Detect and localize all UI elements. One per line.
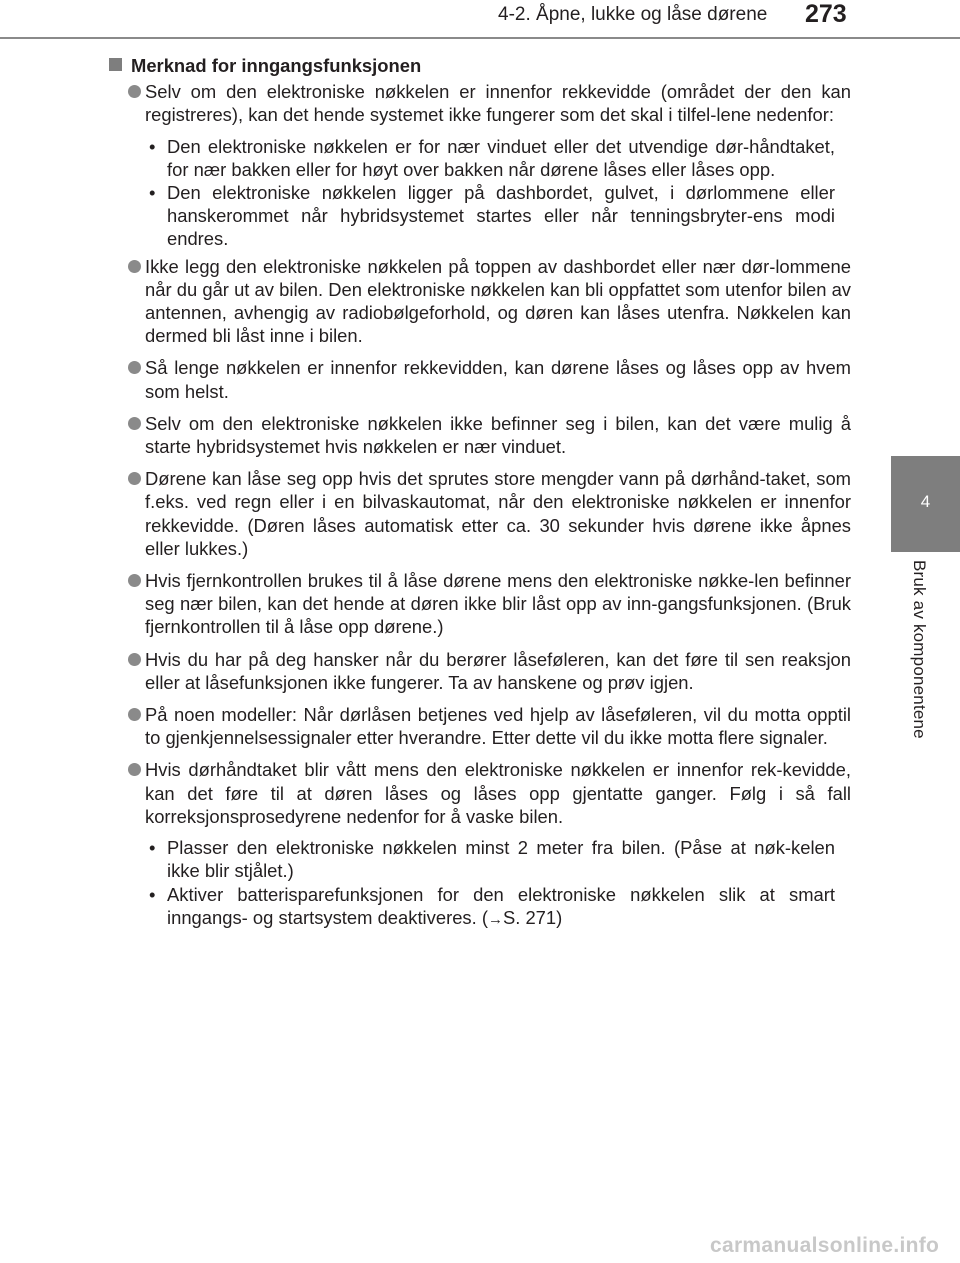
sub-list-item-text: Den elektroniske nøkkelen ligger på dashbordet, gulvet, i dørlommene eller hanskerommet når hybridsystemet startes eller når tenningsbryter-ens modi endres. (167, 182, 835, 250)
list-item-text: På noen modeller: Når dørlåsen betjenes ved hjelp av låseføleren, vil du motta opptil to gjenkjennelsessignaler etter hverandre. Etter dette vil du ikke motta flere signaler. (145, 704, 851, 749)
watermark: carmanualsonline.info (710, 1234, 940, 1257)
list-item (109, 255, 851, 348)
circle-bullet-icon (128, 574, 141, 587)
square-bullet-icon (109, 58, 122, 71)
circle-bullet-icon (128, 708, 141, 721)
sub-list (145, 135, 851, 251)
section-heading (109, 54, 851, 77)
sub-list-item-text: Den elektroniske nøkkelen er for nær vinduet eller det utvendige dør-håndtaket, for nær bakken eller for høyt over bakken når dørene låses eller låses opp. (167, 135, 835, 180)
sub-list-item (145, 883, 835, 931)
section-heading-text: Merknad for inngangsfunksjonen (131, 55, 422, 76)
list-item-text: Så lenge nøkkelen er innenfor rekkevidden, kan dørene låses og låses opp av hvem som helst. (145, 357, 851, 402)
chapter-number: 4 (920, 492, 931, 511)
sub-list-item-text: Aktiver batterisparefunksjonen for den elektroniske nøkkelen slik at smart inngangs- og startsystem deaktiveres. ( (167, 883, 835, 928)
dot-bullet: • (149, 837, 156, 859)
circle-bullet-icon (128, 260, 141, 273)
arrow-right-icon: → (487, 910, 503, 928)
list-item-text: Dørene kan låse seg opp hvis det sprutes store mengder vann på dørhånd-taket, som f.eks. ved regn eller i en bilvaskautomat, når den elektroniske nøkkelen er innenfor rekkevidde. (Døren låses automatisk etter ca. 30 sekunder hvis dørene ikke åpnes eller lukkes.) (145, 468, 851, 559)
sub-list-item (145, 181, 835, 251)
chapter-tab[interactable] (891, 456, 960, 552)
list-item (109, 569, 851, 639)
list-item-text: Selv om den elektroniske nøkkelen ikke befinner seg i bilen, kan det være mulig å starte hybridsystemet hvis nøkkelen er nær vinduet. (145, 412, 851, 458)
page-number: 273 (805, 0, 847, 28)
list-item-text: Ikke legg den elektroniske nøkkelen på toppen av dashbordet eller nær dør-lommene når du går ut av bilen. Den elektroniske nøkkelen kan bli oppfattet som utenfor bilen av antennen, avhengig av radiobølgeforhold, og døren kan låses utenfra. Nøkkelen kan dermed bli låst inne i bilen. (145, 255, 851, 347)
dot-bullet: • (149, 135, 156, 157)
circle-bullet-icon (128, 472, 141, 485)
list-item (109, 648, 851, 694)
list-item-text: Hvis dørhåndtaket blir vått mens den elektroniske nøkkelen er innenfor rek-kevidde, kan det føre til at døren låses og låses opp gjentatte ganger. Følg i så fall korreksjonsprosedyrene nedenfor for å vaske bilen. (145, 759, 851, 827)
circle-bullet-icon (128, 763, 141, 776)
list-item (109, 758, 851, 828)
circle-bullet-icon (128, 653, 141, 666)
sub-list-item-text: Plasser den elektroniske nøkkelen minst 2 meter fra bilen. (Påse at nøk-kelen ikke blir stjålet.) (167, 837, 835, 882)
list-item (109, 467, 851, 560)
list-item-text: Hvis du har på deg hansker når du berører låseføleren, kan det føre til sen reaksjon eller at låsefunksjonen ikke fungerer. Ta av hanskene og prøv igjen. (145, 648, 851, 693)
circle-bullet-icon (128, 361, 141, 374)
chapter-title: Bruk av komponentene (910, 560, 929, 739)
list-item (109, 356, 851, 402)
list-item-text: Selv om den elektroniske nøkkelen er innenfor rekkevidde (området der den kan registreres), kan det hende systemet ikke fungerer som det skal i tilfel-lene nedenfor: (145, 81, 851, 126)
sub-list (145, 836, 851, 931)
list-item (109, 80, 851, 126)
list-item-text: Hvis fjernkontrollen brukes til å låse dørene mens den elektroniske nøkke-len befinner seg nær bilen, kan det hende at døren ikke blir låst opp av inn-gangsfunksjonen. (Bruk fjernkontrollen til å låse opp dørene.) (145, 570, 851, 638)
header-section-title: 4-2. Åpne, lukke og låse dørene (498, 4, 768, 25)
circle-bullet-icon (128, 85, 141, 98)
dot-bullet: • (149, 182, 156, 204)
sub-list-item (145, 135, 835, 181)
list-item (109, 703, 851, 749)
header-divider (0, 37, 960, 39)
dot-bullet: • (149, 883, 156, 905)
page-content (109, 54, 851, 935)
sub-list-item (145, 836, 835, 882)
page-reference-link[interactable]: S. 271) (502, 906, 563, 928)
circle-bullet-icon (128, 417, 141, 430)
list-item (109, 412, 851, 458)
